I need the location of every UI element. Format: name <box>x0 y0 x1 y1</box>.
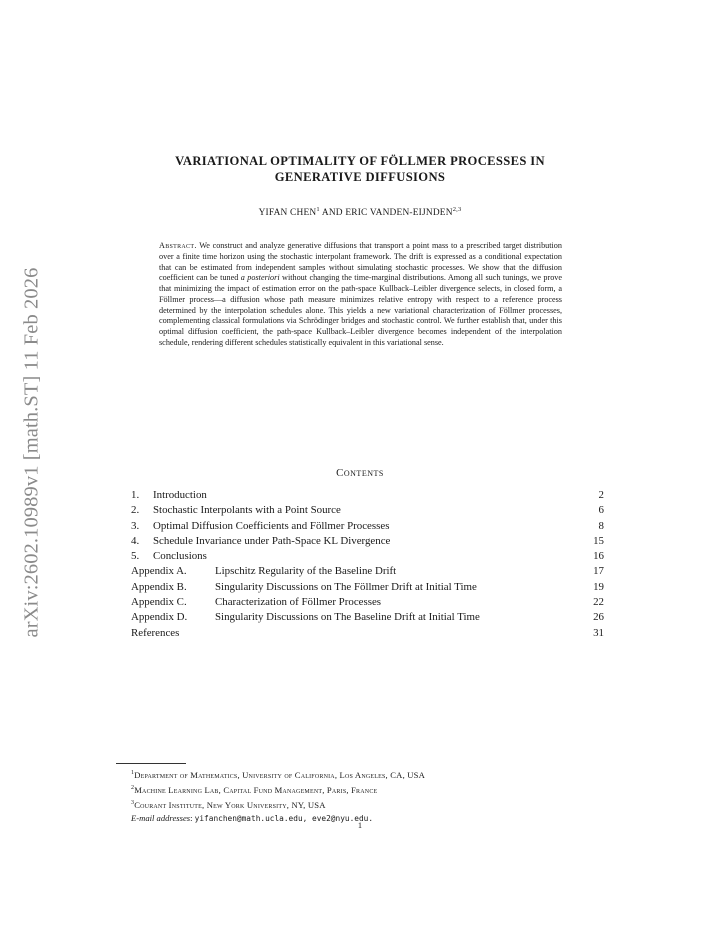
toc-entry-number: Appendix A. <box>131 565 187 578</box>
toc-entry-title: Optimal Diffusion Coefficients and Föllmer Processes <box>153 519 390 532</box>
author-1-affiliation-mark: 1 <box>316 206 320 213</box>
toc-entry-title: Lipschitz Regularity of the Baseline Drift <box>215 565 397 578</box>
footnote-affiliation-3 <box>131 797 425 812</box>
footnote-affiliation-1 <box>131 767 425 782</box>
toc-entry-title: Singularity Discussions on The Baseline Drift at Initial Time <box>215 611 480 624</box>
toc-entry-page: 31 <box>593 626 604 639</box>
toc-entry[interactable] <box>131 503 604 518</box>
toc-entry-title: Characterization of Föllmer Processes <box>215 596 382 609</box>
abstract-text-part-1: We construct and analyze generative diffusions that transport a point mass to a prescribed target distribution over a finite time horizon using the stochastic interpolant framework. The drift is expressed as a conditional expectation that can be estimated from independent samples without simulating stochastic processes. We show that the diffusion coefficient can be tuned <box>159 241 562 283</box>
toc-entry[interactable] <box>131 626 604 641</box>
toc-entry-title: Conclusions <box>153 550 207 563</box>
email-link-1[interactable]: yifanchen@math.ucla.edu <box>194 813 303 823</box>
toc-entry-page: 6 <box>598 504 604 517</box>
toc-entry-title: Schedule Invariance under Path-Space KL Divergence <box>153 534 391 547</box>
author-1: YIFAN CHEN <box>258 208 317 219</box>
footnotes <box>131 767 425 825</box>
toc-entry-number: Appendix D. <box>131 611 188 624</box>
footnote-text: Courant Institute, New York University, NY, USA <box>134 799 326 810</box>
toc-entry-page: 16 <box>593 550 604 563</box>
toc-entry-number: 2. <box>131 504 140 517</box>
toc-entry-page: 2 <box>598 489 604 501</box>
table-of-contents <box>131 488 604 641</box>
toc-entry-title: Singularity Discussions on The Föllmer Drift at Initial Time <box>215 580 477 593</box>
toc-entry-number: 1. <box>131 489 140 501</box>
footnote-mark: 2 <box>131 784 135 791</box>
toc-entry[interactable] <box>131 564 604 579</box>
author-2-affiliation-mark: 2,3 <box>452 206 462 213</box>
toc-entry-page: 8 <box>598 519 604 532</box>
abstract-italic-phrase: a posteriori <box>240 273 280 283</box>
toc-entry-page: 15 <box>593 534 604 547</box>
footnote-rule <box>116 763 186 764</box>
toc-entry-page: 19 <box>593 580 604 593</box>
author-list <box>110 206 610 218</box>
toc-entry[interactable] <box>131 595 604 610</box>
toc-entry[interactable] <box>131 549 604 564</box>
page-number: 1 <box>357 821 363 830</box>
footnote-mark: 1 <box>131 770 135 776</box>
author-2: ERIC VANDEN-EIJNDEN <box>345 208 453 219</box>
toc-entry-page: 17 <box>593 565 604 578</box>
toc-entry[interactable] <box>131 610 604 625</box>
toc-entry[interactable] <box>131 534 604 549</box>
paper-title <box>110 153 610 185</box>
toc-entry-number: Appendix C. <box>131 596 187 609</box>
title-line-1: VARIATIONAL OPTIMALITY OF FÖLLMER PROCESSES IN <box>175 154 545 168</box>
email-comma: , <box>302 813 313 823</box>
email-separator: : <box>190 812 195 823</box>
abstract <box>159 241 562 349</box>
toc-entry-title: Stochastic Interpolants with a Point Source <box>153 504 341 517</box>
footnote-affiliation-2 <box>131 782 425 797</box>
toc-entry-number: 5. <box>131 550 140 563</box>
footnote-text: Department of Mathematics, University of California, Los Angeles, CA, USA <box>134 769 426 780</box>
toc-entry-number: References <box>131 626 180 639</box>
toc-entry-page: 26 <box>593 611 604 624</box>
email-period: . <box>368 813 374 823</box>
title-line-2: GENERATIVE DIFFUSIONS <box>274 170 446 184</box>
email-link-2[interactable]: eve2@nyu.edu <box>312 813 369 823</box>
toc-entry-page: 22 <box>593 596 604 609</box>
abstract-text-part-2: without changing the time-marginal distributions. Among all such tunings, we prove that minimizing the impact of estimation error on the path-space Kullback–Leibler divergence selects, in closed form, a Föllmer process—a diffusion whose path measure minimizes relative entropy with respect to a reference process determined by the interpolation schedules alone. This yields a new variational characterization of Föllmer processes, complementing classical formulations via Schrödinger bridges and stochastic control. We further establish that, under this optimal diffusion coefficient, the path-space Kullback–Leibler divergence becomes independent of the interpolation schedule, rendering different schedules statistically equivalent in this variational sense. <box>159 273 563 347</box>
toc-entry[interactable] <box>131 580 604 595</box>
contents-heading: Contents <box>336 467 384 479</box>
toc-entry[interactable] <box>131 519 604 534</box>
arxiv-stamp <box>8 245 56 660</box>
toc-entry-title: Introduction <box>153 489 207 501</box>
footnote-mark: 3 <box>131 799 135 806</box>
toc-entry[interactable] <box>131 488 604 503</box>
toc-entry-number: 4. <box>131 534 140 547</box>
footnote-text: Machine Learning Lab, Capital Fund Management, Paris, France <box>134 784 378 795</box>
arxiv-id-text: arXiv:2602.10989v1 [math.ST] 11 Feb 2026 <box>20 267 43 638</box>
email-addresses <box>131 812 425 825</box>
author-conjunction: AND <box>319 208 346 219</box>
email-label: E-mail addresses <box>131 812 191 823</box>
toc-entry-number: 3. <box>131 519 140 532</box>
toc-entry-title <box>179 626 584 641</box>
toc-entry-number: Appendix B. <box>131 580 187 593</box>
abstract-label: Abstract. <box>159 241 197 250</box>
